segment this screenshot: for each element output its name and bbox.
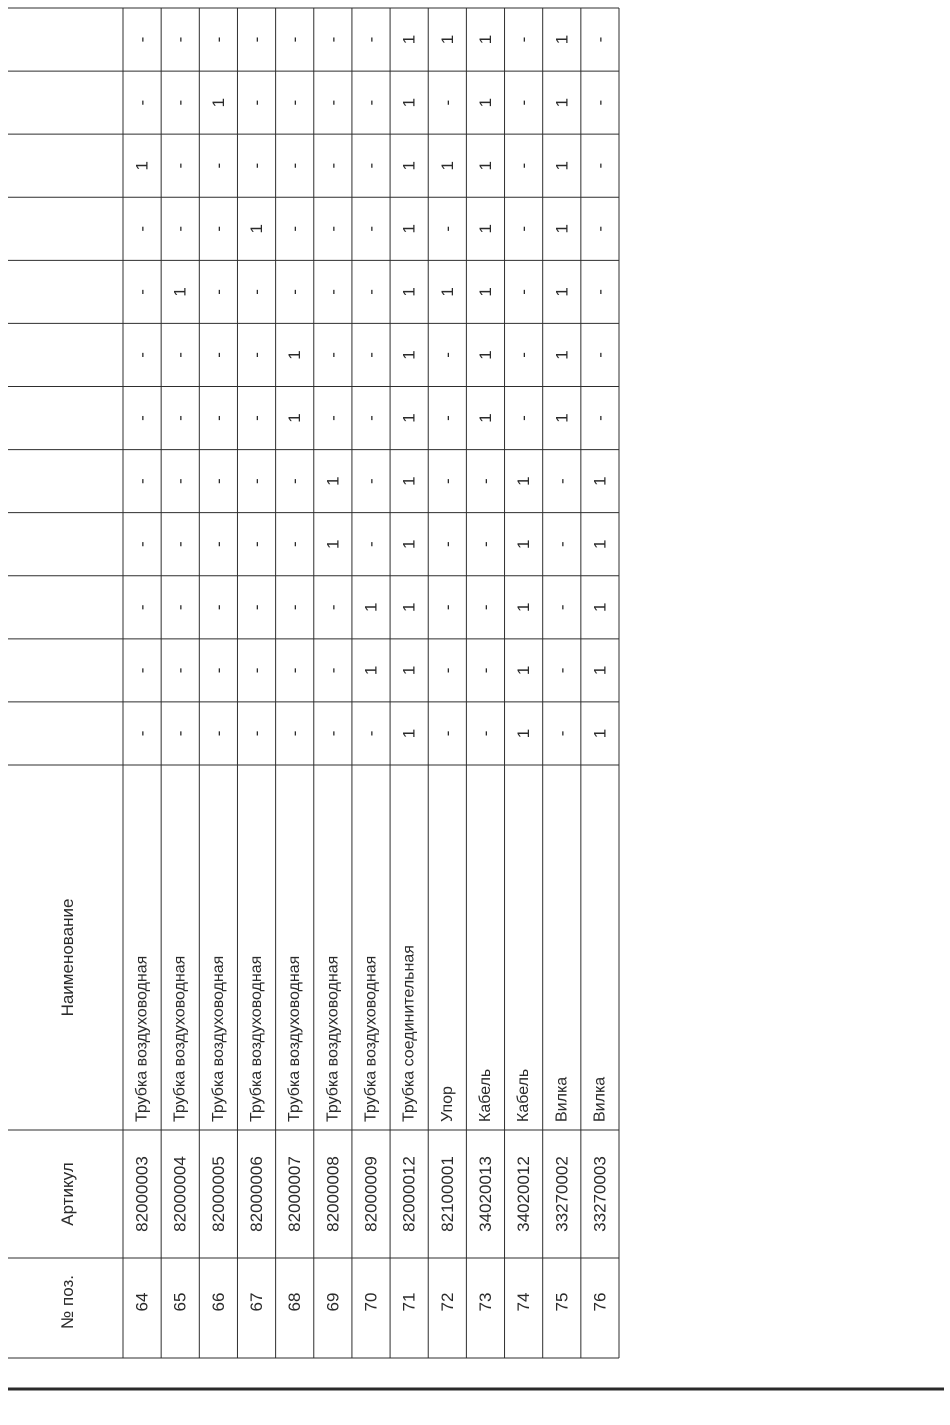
cell-value: - [475,667,495,674]
cell-value: 1 [514,476,534,486]
cell-value: - [323,604,343,611]
cell-value: 1 [437,287,457,297]
cell-value: - [170,478,190,484]
cell-pos: 69 [323,1292,343,1312]
cell-article: 82000006 [247,1156,267,1232]
cell-value: - [437,99,457,106]
cell-article: 82000007 [285,1156,305,1232]
cell-value: - [285,541,305,548]
cell-pos: 72 [437,1292,457,1312]
cell-value: - [170,730,190,737]
cell-value: 1 [552,160,572,171]
cell-value: - [437,225,457,232]
cell-value: - [208,225,228,232]
cell-value: 1 [552,97,572,108]
cell-value: - [132,730,152,737]
cell-article: 82000004 [170,1156,190,1232]
cell-value: 1 [399,413,419,423]
cell-pos: 76 [590,1292,610,1312]
cell-value: - [552,541,572,548]
cell-value: - [285,604,305,611]
cell-value: - [132,667,152,674]
cell-value: - [285,162,305,169]
cell-value: 1 [170,287,190,297]
cell-value: - [132,225,152,232]
cell-value: - [552,730,572,737]
cell-value: 1 [399,287,419,297]
cell-value: - [361,36,381,43]
cell-value: - [514,352,534,358]
cell-value: 1 [437,34,457,45]
cell-value: 1 [552,413,572,423]
cell-value: - [132,289,152,295]
cell-value: 1 [247,224,267,234]
cell-value: - [285,99,305,106]
cell-value: - [208,36,228,43]
cell-value: 1 [285,413,305,423]
cell-article: 34020013 [475,1156,495,1232]
cell-value: 1 [399,665,419,676]
cell-name: Кабель [515,1068,533,1122]
cell-value: - [208,162,228,169]
cell-name: Трубка воздуховодная [133,955,151,1122]
cell-value: - [590,415,610,421]
cell-name: Трубка воздуховодная [209,955,227,1122]
cell-value: 1 [590,665,610,676]
cell-pos: 67 [247,1292,267,1312]
cell-value: - [208,667,228,674]
cell-value: 1 [208,97,228,108]
cell-value: - [208,415,228,421]
cell-article: 34020012 [514,1156,534,1232]
cell-value: - [208,478,228,484]
cell-value: 1 [475,287,495,297]
cell-value: - [247,478,267,484]
cell-value: 1 [399,97,419,108]
cell-value: - [132,415,152,421]
cell-value: - [132,478,152,484]
cell-value: - [285,667,305,674]
header-pos: № поз. [58,1275,77,1329]
cell-pos: 74 [514,1292,534,1312]
cell-value: 1 [399,728,419,739]
cell-value: - [285,289,305,295]
cell-value: - [437,667,457,674]
cell-value: - [552,667,572,674]
cell-value: 1 [590,476,610,486]
cell-value: - [247,36,267,43]
cell-value: 1 [590,539,610,549]
cell-value: - [323,730,343,737]
cell-value: - [285,730,305,737]
cell-value: - [170,604,190,611]
cell-value: - [323,99,343,106]
cell-value: - [208,604,228,611]
header-name: Наименование [58,898,77,1017]
cell-value: - [361,225,381,232]
cell-value: - [590,162,610,169]
cell-value: - [437,604,457,611]
cell-value: - [361,415,381,421]
cell-value: - [590,36,610,43]
cell-value: - [247,99,267,106]
cell-value: 1 [361,602,381,613]
cell-value: 1 [323,476,343,486]
cell-value: - [514,99,534,106]
cell-name: Вилка [591,1076,609,1122]
cell-value: 1 [514,728,534,739]
cell-name: Трубка воздуховодная [362,955,380,1122]
cell-value: 1 [514,539,534,549]
cell-value: 1 [475,350,495,360]
cell-pos: 70 [361,1292,381,1312]
cell-value: - [247,289,267,295]
cell-value: 1 [132,160,152,171]
cell-value: 1 [475,34,495,45]
cell-value: 1 [552,350,572,360]
cell-value: - [247,667,267,674]
cell-value: - [437,478,457,484]
cell-value: - [361,478,381,484]
cell-value: 1 [590,602,610,613]
cell-pos: 68 [285,1292,305,1312]
cell-name: Трубка воздуховодная [171,955,189,1122]
cell-article: 33270003 [590,1156,610,1232]
cell-value: 1 [399,34,419,45]
cell-article: 82000003 [132,1156,152,1232]
cell-value: 1 [514,602,534,613]
cell-value: - [475,541,495,548]
cell-name: Трубка воздуховодная [248,955,266,1122]
cell-value: - [170,99,190,106]
cell-value: - [323,225,343,232]
cell-pos: 75 [552,1292,572,1312]
cell-pos: 73 [475,1292,495,1312]
cell-value: - [247,730,267,737]
cell-value: - [475,730,495,737]
cell-pos: 64 [132,1292,152,1312]
cell-value: 1 [285,350,305,360]
cell-value: - [170,541,190,548]
cell-value: 1 [475,160,495,171]
cell-name: Трубка воздуховодная [324,955,342,1122]
cell-value: - [514,225,534,232]
cell-value: - [323,667,343,674]
cell-article: 33270002 [552,1156,572,1232]
cell-value: - [552,478,572,484]
cell-value: - [285,225,305,232]
cell-value: 1 [361,665,381,676]
cell-value: 1 [552,224,572,234]
cell-value: - [361,289,381,295]
cell-article: 82100001 [437,1156,457,1232]
cell-value: - [285,478,305,484]
cell-value: - [552,604,572,611]
cell-value: - [132,99,152,106]
cell-value: - [247,604,267,611]
cell-article: 82000005 [208,1156,228,1232]
table-grid [8,8,619,1358]
cell-value: - [285,36,305,43]
cell-value: - [590,225,610,232]
cell-value: - [132,36,152,43]
cell-value: - [323,352,343,358]
cell-value: 1 [437,160,457,171]
cell-value: - [132,604,152,611]
cell-value: 1 [590,728,610,739]
cell-value: - [590,352,610,358]
cell-value: - [361,99,381,106]
cell-value: - [170,36,190,43]
cell-value: - [437,541,457,548]
table-cells [58,35,609,1329]
cell-value: 1 [399,476,419,486]
cell-value: - [170,415,190,421]
cell-pos: 66 [208,1292,228,1312]
cell-value: - [514,162,534,169]
cell-value: 1 [475,413,495,423]
cell-value: - [208,541,228,548]
cell-value: 1 [552,287,572,297]
cell-value: - [208,289,228,295]
cell-value: - [170,162,190,169]
cell-value: - [475,604,495,611]
cell-value: - [437,415,457,421]
cell-value: - [323,415,343,421]
cell-value: - [323,289,343,295]
cell-value: - [590,99,610,106]
cell-value: - [208,730,228,737]
cell-value: 1 [475,224,495,234]
cell-value: - [437,730,457,737]
cell-value: - [323,36,343,43]
cell-pos: 65 [170,1292,190,1312]
cell-value: - [514,415,534,421]
cell-value: - [514,36,534,43]
cell-value: 1 [399,160,419,171]
header-article: Артикул [58,1162,77,1226]
cell-name: Кабель [476,1068,494,1122]
cell-value: 1 [399,224,419,234]
cell-value: - [132,541,152,548]
cell-value: - [475,478,495,484]
cell-value: - [361,352,381,358]
cell-value: - [514,289,534,295]
cell-value: 1 [399,350,419,360]
cell-value: 1 [514,665,534,676]
cell-value: - [361,730,381,737]
cell-value: 1 [323,539,343,549]
cell-value: - [170,667,190,674]
cell-value: - [170,225,190,232]
cell-value: - [361,541,381,548]
cell-article: 82000012 [399,1156,419,1232]
cell-value: - [590,289,610,295]
cell-value: - [132,352,152,358]
cell-value: 1 [475,97,495,108]
cell-name: Трубка воздуховодная [286,955,304,1122]
cell-value: 1 [399,539,419,549]
cell-value: - [361,162,381,169]
cell-name: Трубка соединительная [400,945,418,1122]
cell-value: - [247,162,267,169]
cell-value: - [208,352,228,358]
cell-article: 82000008 [323,1156,343,1232]
cell-name: Вилка [553,1076,571,1122]
cell-value: 1 [552,34,572,45]
cell-value: - [437,352,457,358]
cell-name: Упор [438,1086,456,1122]
cell-value: - [247,541,267,548]
cell-value: - [323,162,343,169]
cell-article: 82000009 [361,1156,381,1232]
cell-pos: 71 [399,1292,419,1312]
cell-value: - [170,352,190,358]
cell-value: - [247,352,267,358]
cell-value: 1 [399,602,419,613]
cell-value: - [247,415,267,421]
